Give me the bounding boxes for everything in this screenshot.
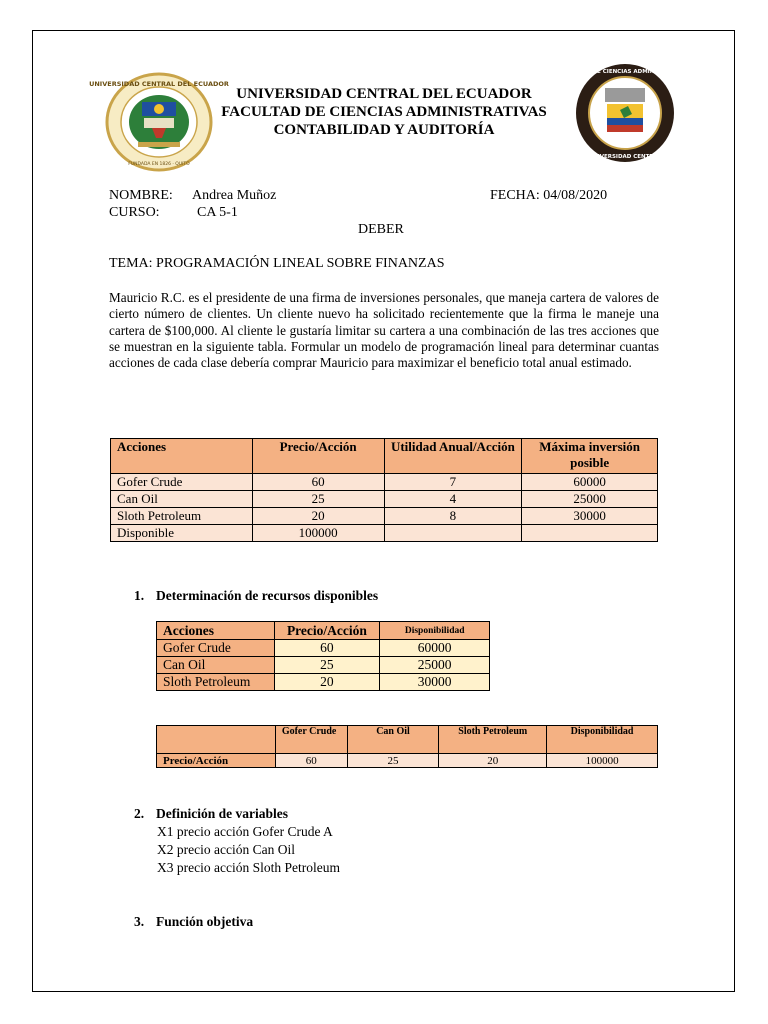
tema: TEMA: PROGRAMACIÓN LINEAL SOBRE FINANZAS [109, 256, 445, 271]
table1-header: Acciones [111, 439, 253, 474]
table-disponibilidad [156, 621, 490, 691]
variable-x1: X1 precio acción Gofer Crude A [157, 824, 333, 839]
section-title: Definición de variables [156, 806, 288, 821]
table-row [111, 525, 658, 542]
table1-cell: 60000 [522, 474, 658, 491]
table2-cell: 60000 [380, 640, 490, 657]
curso-value: CA 5-1 [197, 205, 238, 220]
section-number: 1. [134, 588, 145, 603]
table2-cell: 20 [274, 674, 380, 691]
table-row [157, 754, 658, 768]
table-row [111, 508, 658, 525]
table1-cell: 8 [384, 508, 522, 525]
table2-cell: 25000 [380, 657, 490, 674]
table-row [157, 674, 490, 691]
table-row [157, 657, 490, 674]
section-title: Función objetiva [156, 914, 254, 929]
career-name: CONTABILIDAD Y AUDITORÍA [273, 122, 495, 138]
nombre-label: NOMBRE: [109, 188, 173, 203]
section-title: Determinación de recursos disponibles [156, 588, 379, 603]
table3-cell: 100000 [547, 754, 658, 768]
table2-cell: 30000 [380, 674, 490, 691]
table3-cell: Precio/Acción [157, 754, 276, 768]
table-row [111, 474, 658, 491]
table2-header: Disponibilidad [380, 622, 490, 640]
table2-cell: 25 [274, 657, 380, 674]
table1-header: Precio/Acción [252, 439, 384, 474]
table3-cell: 25 [347, 754, 439, 768]
table-acciones [110, 438, 658, 542]
nombre-value: Andrea Muñoz [192, 188, 277, 203]
table1-cell [384, 525, 522, 542]
table-row [157, 640, 490, 657]
table3-header: Gofer Crude [275, 726, 347, 754]
table2-cell: Sloth Petroleum [157, 674, 275, 691]
faculty-seal-logo [559, 62, 691, 164]
table1-cell: 20 [252, 508, 384, 525]
table1-cell: Can Oil [111, 491, 253, 508]
table1-cell [522, 525, 658, 542]
table1-cell: 4 [384, 491, 522, 508]
faculty-name: FACULTAD DE CIENCIAS ADMINISTRATIVAS [221, 104, 547, 120]
fecha: FECHA: 04/08/2020 [490, 188, 608, 203]
table-precio-accion [156, 725, 658, 768]
section-1-heading [134, 587, 378, 604]
faculty-seal-text-top: FACULTAD DE CIENCIAS ADMINISTRATIVAS [559, 69, 691, 75]
faculty-seal-text-bottom: UNIVERSIDAD CENTRAL [588, 154, 662, 160]
table1-cell: Sloth Petroleum [111, 508, 253, 525]
curso-label: CURSO: [109, 205, 160, 220]
deber-title: DEBER [358, 222, 404, 237]
seal-text-bottom: FUNDADA EN 1826 · QUITO [128, 162, 190, 167]
table2-header: Precio/Acción [274, 622, 380, 640]
table1-cell: Gofer Crude [111, 474, 253, 491]
table1-header: Utilidad Anual/Acción [384, 439, 522, 474]
table1-cell: Disponible [111, 525, 253, 542]
table1-cell: 100000 [252, 525, 384, 542]
seal-text-top: UNIVERSIDAD CENTRAL DEL ECUADOR [89, 80, 229, 88]
table3-header [157, 726, 276, 754]
variable-x2: X2 precio acción Can Oil [157, 842, 295, 857]
table-row [111, 491, 658, 508]
table2-header: Acciones [157, 622, 275, 640]
table2-cell: Can Oil [157, 657, 275, 674]
table3-cell: 60 [275, 754, 347, 768]
section-number: 3. [134, 914, 145, 929]
table2-cell: Gofer Crude [157, 640, 275, 657]
table1-cell: 25 [252, 491, 384, 508]
section-number: 2. [134, 806, 145, 821]
section-3-heading [134, 913, 253, 930]
section-2-heading [134, 805, 288, 822]
table3-header: Disponibilidad [547, 726, 658, 754]
university-seal-logo [89, 72, 229, 172]
university-name: UNIVERSIDAD CENTRAL DEL ECUADOR [236, 86, 532, 102]
problem-statement: Mauricio R.C. es el presidente de una firma de inversiones personales, que maneja cartera de valores de cierto número de clientes. Un cliente nuevo ha solicitado recientemente que la firma le maneje una cartera de $100,000. Al cliente le gustaría limitar su cartera a una combinación de las tres acciones que se muestran en la siguiente tabla. Formular un modelo de programación lineal para determinar cuantas acciones de cada clase debería comprar Mauricio para maximizar el beneficio total anual estimado. [109, 290, 659, 371]
table1-cell: 25000 [522, 491, 658, 508]
table1-cell: 7 [384, 474, 522, 491]
table3-header: Can Oil [347, 726, 439, 754]
table3-cell: 20 [439, 754, 547, 768]
table2-cell: 60 [274, 640, 380, 657]
table1-cell: 30000 [522, 508, 658, 525]
table1-header: Máxima inversión posible [522, 439, 658, 474]
variable-x3: X3 precio acción Sloth Petroleum [157, 860, 340, 875]
table3-header: Sloth Petroleum [439, 726, 547, 754]
table1-cell: 60 [252, 474, 384, 491]
